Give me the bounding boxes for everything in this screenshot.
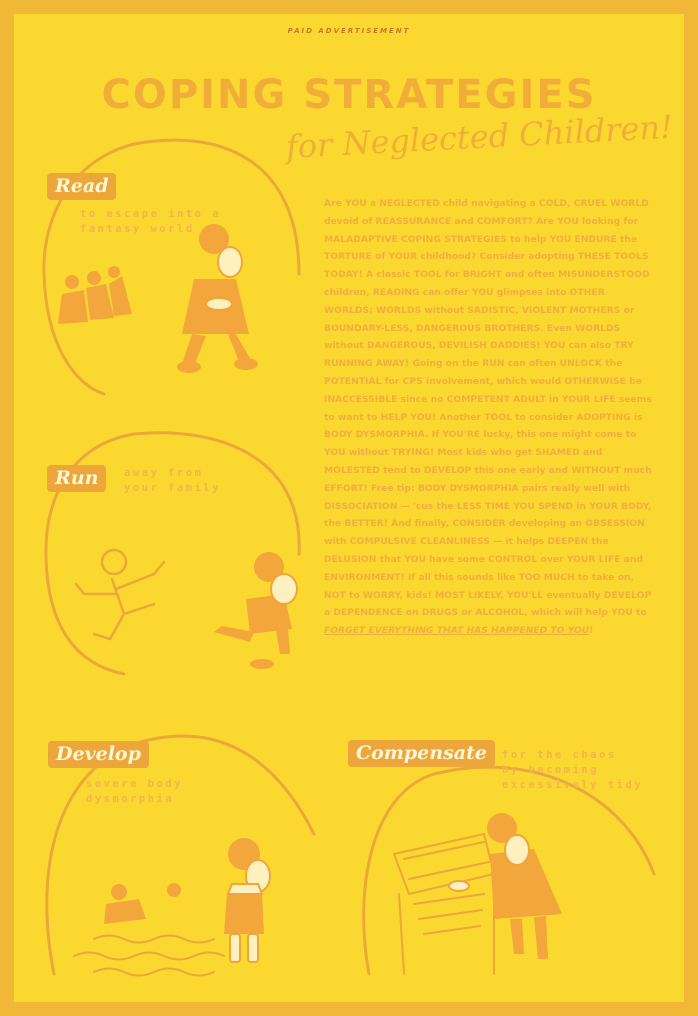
section-label-develop: Develop <box>48 741 149 768</box>
caption-line: severe body <box>86 778 184 790</box>
advertisement-poster <box>14 14 684 1002</box>
poster-title: COPING STRATEGIES <box>101 72 597 118</box>
caption-line: to escape into a <box>80 208 222 220</box>
section-label-compensate: Compensate <box>348 740 495 767</box>
caption-line: dysmorphia <box>86 793 175 805</box>
caption-line: your family <box>124 482 222 494</box>
advertisement-body-text <box>324 195 654 640</box>
section-caption-read <box>80 207 221 237</box>
caption-line: excessively tidy <box>502 779 644 791</box>
caption-line: away from <box>124 467 204 479</box>
section-caption-compensate <box>502 748 643 793</box>
compensate-illustration <box>394 813 562 974</box>
section-label-run: Run <box>47 465 106 492</box>
caption-line: for the chaos <box>502 749 617 761</box>
paid-advertisement-label: PAID ADVERTISEMENT <box>287 27 411 35</box>
body-ending: ! <box>589 625 594 637</box>
caption-line: fantasy world <box>80 223 195 235</box>
body-callout: FORGET EVERYTHING THAT HAS HAPPENED TO YOU <box>324 625 590 637</box>
develop-illustration <box>74 838 270 976</box>
caption-line: by becoming <box>502 764 600 776</box>
body-paragraph: Are YOU a NEGLECTED child navigating a COLD, CRUEL WORLD devoid of REASSURANCE and COMFORT? Are YOU looking for MALADAPTIVE COPING STRATEGIES to help YOU ENDURE the TORTURE of YOUR childhood? Consider adopting THESE TOOLS TODAY! A classic TOOL for BRIGHT and often MISUNDERSTOOD children, READING can offer YOU glimpses into OTHER WORLDS; WORLDS without SADISTIC, VIOLENT MOTHERS or BOUNDARY-LESS, DANGEROUS BROTHERS. Even WORLDS without DANGEROUS, DEVILISH DADDIES! YOU can also TRY RUNNING AWAY! Going on the RUN can often UNLOCK the POTENTIAL for CPS involvement, which would OTHERWISE be INACCESSIBLE since no COMPETENT ADULT in YOUR LIFE seems to want to HELP YOU! Another TOOL to consider ADOPTING is BODY DYSMORPHIA. If YOU'RE lucky, this one might come to YOU without TRYING! Most kids who get SHAMED and MOLESTED tend to DEVELOP this one early and WITHOUT much EFFORT! Free tip: BODY DYSMORPHIA pairs really well with DISSOCIATION — 'cus the LESS TIME YOU SPEND in YOUR BODY, the BETTER! And finally, CONSIDER developing an OBSESSION with COMPULSIVE CLEANLINESS — it helps DEEPEN the DELUSION that YOU have some CONTROL over YOUR LIFE and ENVIRONMENT! If all this sounds like TOO MUCH to take on, NOT to WORRY, kids! MOST LIKELY, YOU'LL eventually DEVELOP a DEPENDENCE on DRUGS or ALCOHOL, which will help YOU to <box>324 198 652 619</box>
poster-subtitle: for Neglected Children! <box>285 107 674 166</box>
section-label-read: Read <box>47 173 116 200</box>
run-illustration <box>76 550 297 669</box>
section-caption-run <box>124 466 221 496</box>
section-caption-develop <box>86 777 183 807</box>
read-illustration <box>58 224 258 373</box>
